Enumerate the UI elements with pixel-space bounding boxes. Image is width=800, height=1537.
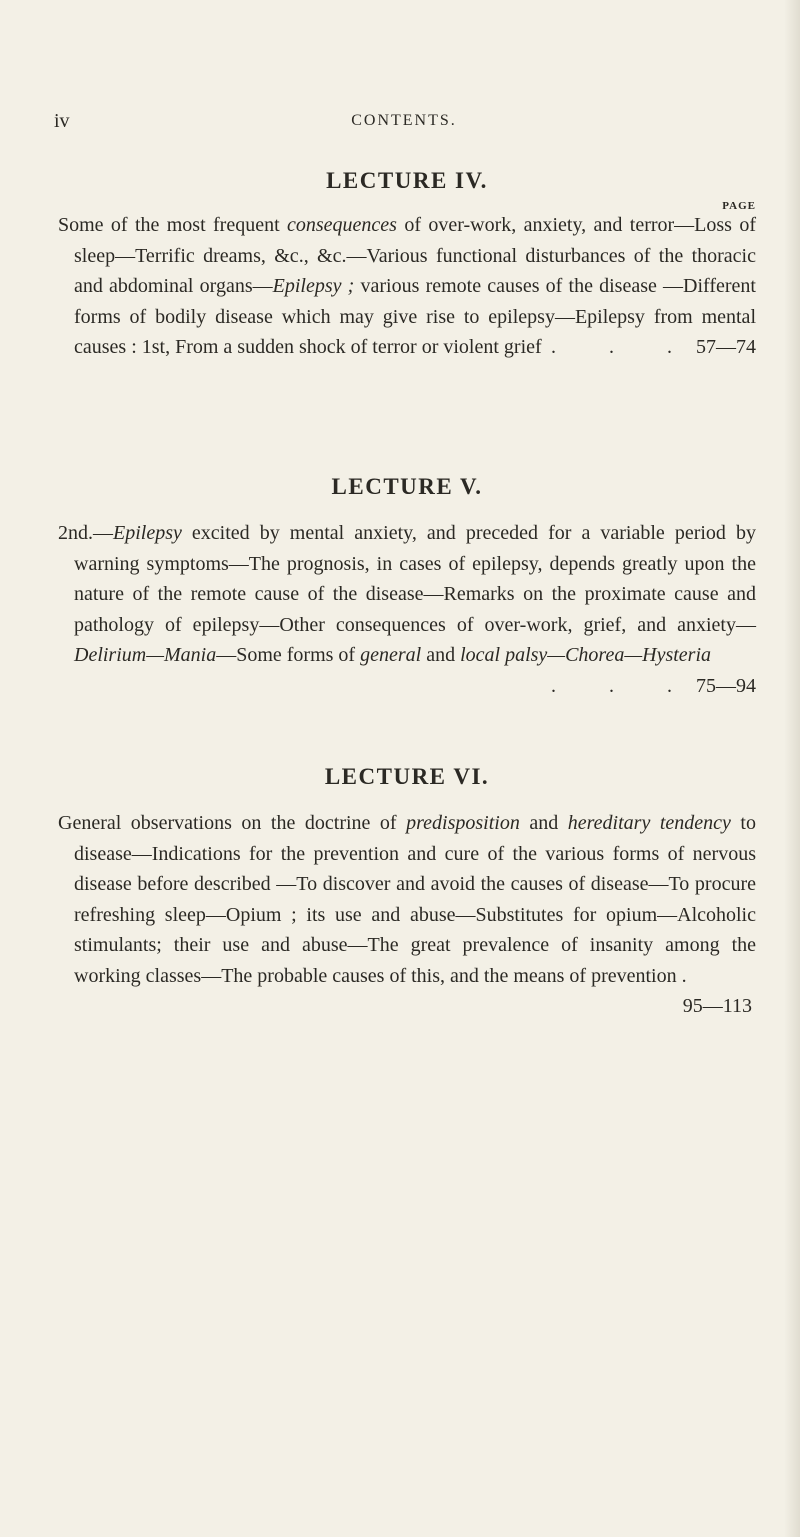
lecture-summary: Some of the most frequent consequences of over-work, anxiety, and terror—Loss of sleep—Terrific dreams, &c., &c.—Various functional disturbances of the thoracic and abdominal organs—Epilepsy ; various remote causes of the disease —Different forms of bodily disease which may give rise to epilepsy—Epilepsy from mental causes : 1st, From a sudden shock of terror or violent grief . . .57—74 xyxy=(58,214,756,358)
lecture-v-entry xyxy=(58,474,756,701)
lecture-iv-entry xyxy=(58,168,756,363)
lecture-title: LECTURE V. xyxy=(331,474,483,499)
running-title: CONTENTS. xyxy=(351,112,457,129)
lecture-title: LECTURE IV. xyxy=(326,168,488,193)
page-range: 75—94 xyxy=(696,674,756,697)
lecture-title: LECTURE VI. xyxy=(324,764,490,789)
page-edge-shading xyxy=(784,0,800,1537)
page-range: 95—113 xyxy=(682,995,752,1017)
leader-dots: . xyxy=(681,964,687,987)
lecture-summary: General observations on the doctrine of predisposition and hereditary tendency to disease—Indications for the prevention and cure of the various forms of nervous disease before described —To discover and avoid the causes of disease—To procure refreshing sleep—Opium ; its use and abuse—Substitutes for opium—Alcoholic stimulants; their use and abuse—The great prevalence of insanity among the working classes—The probable causes of this, and the means of prevention . 95—113 xyxy=(58,808,756,1022)
leader-dots: . . . xyxy=(551,336,696,358)
page-column-label: PAGE xyxy=(722,200,756,212)
page-number: iv xyxy=(54,110,70,132)
lecture-summary: 2nd.—Epilepsy excited by mental anxiety, and preceded for a variable period by warning symptoms—The prognosis, in cases of epilepsy, depends greatly upon the nature of the remote cause of the disease—Remarks on the proximate cause and pathology of epilepsy—Other consequences of over-work, grief, and anxiety—Delirium—Mania—Some forms of general and local palsy—Chorea—Hysteria . . .75—94 xyxy=(58,522,756,697)
page-range: 57—74 xyxy=(696,336,756,358)
leader-dots: . . . xyxy=(551,674,696,697)
page-header xyxy=(54,110,754,134)
lecture-vi-entry xyxy=(58,764,756,1022)
